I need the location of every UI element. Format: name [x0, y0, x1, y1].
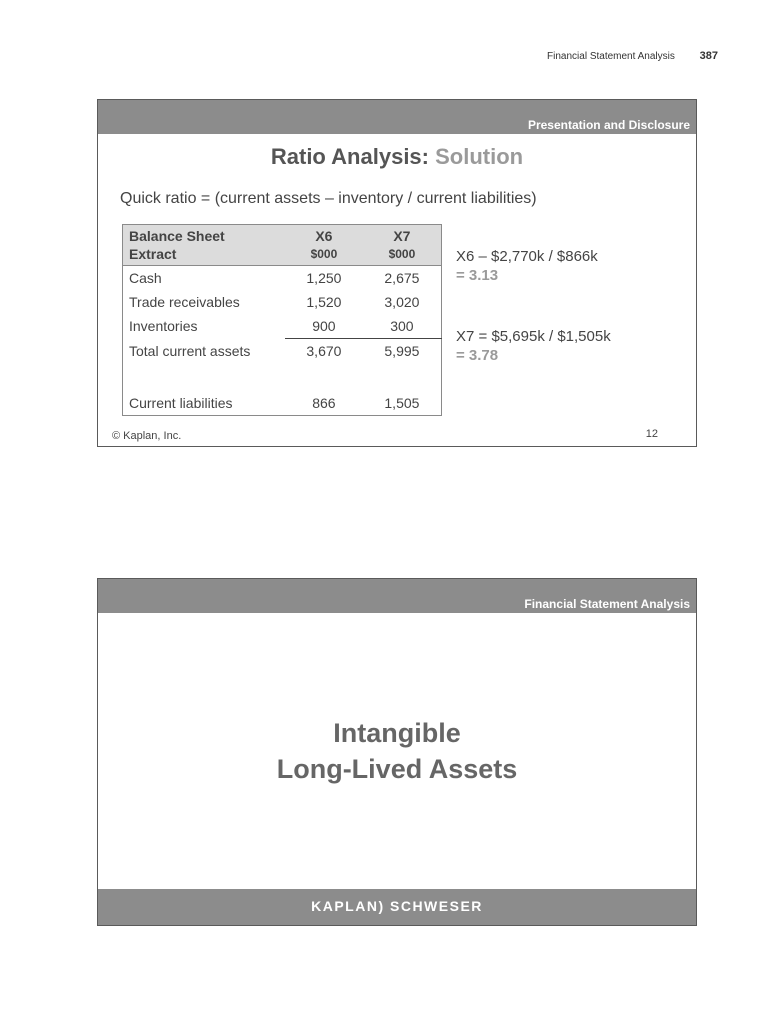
section-title: Financial Statement Analysis [524, 597, 690, 611]
row-value-x7: 2,675 [384, 270, 420, 286]
calc-x7 [456, 327, 611, 365]
row-value-x7: 3,020 [384, 294, 420, 310]
row-value-x6: 3,670 [306, 343, 342, 359]
calc-x7-result: = 3.78 [456, 347, 499, 364]
column-unit: $000 [310, 247, 338, 261]
quick-ratio-formula: Quick ratio = (current assets – inventory / current liabilities) [120, 190, 537, 207]
row-value-x7: 1,505 [384, 395, 420, 411]
row-value-x6: 1,520 [306, 294, 342, 310]
table-row [123, 339, 442, 364]
table-row [123, 391, 442, 416]
table-row [123, 266, 442, 291]
slide-title [98, 144, 696, 170]
row-value-x6: 900 [285, 314, 363, 339]
row-value-x6: 1,250 [306, 270, 342, 286]
column-year: X6 [315, 228, 333, 244]
row-label: Trade receivables [129, 294, 240, 310]
page-header [547, 50, 718, 62]
calc-x6-result: = 3.13 [456, 267, 499, 284]
table-header-row [123, 225, 442, 266]
slide-title-highlight: Solution [435, 144, 524, 169]
column-unit: $000 [388, 247, 416, 261]
slide-header-bar [98, 579, 696, 613]
table-spacer-row [123, 363, 442, 391]
table-header-label [123, 225, 286, 266]
slide-intangible-assets [97, 578, 697, 926]
slide-ratio-analysis [97, 99, 697, 447]
slide-header-bar [98, 100, 696, 134]
row-label: Current liabilities [129, 395, 233, 411]
row-value-x7: 300 [363, 314, 442, 339]
slide-title-line1: Intangible [333, 718, 461, 748]
balance-sheet-table [122, 224, 442, 416]
header-label-line2: Extract [129, 246, 177, 262]
column-header-x7 [363, 225, 442, 266]
slide-title-main: Ratio Analysis: [270, 144, 429, 169]
row-label: Total current assets [129, 342, 251, 359]
section-title: Presentation and Disclosure [527, 118, 690, 132]
kaplan-schweser-logo: KAPLAN) SCHWESER [311, 898, 483, 914]
table-row [123, 314, 442, 339]
table-row [123, 290, 442, 314]
slide-title-line2: Long-Lived Assets [276, 754, 518, 784]
row-value-x6: 866 [312, 395, 336, 411]
calc-x7-expression: X7 = $5,695k / $1,505k [456, 328, 611, 345]
header-label-line1: Balance Sheet [129, 228, 225, 244]
page-number: 387 [699, 50, 718, 62]
copyright: © Kaplan, Inc. [112, 430, 182, 442]
page-header-title: Financial Statement Analysis [547, 51, 675, 62]
row-label: Cash [129, 270, 162, 286]
brand-footer-bar [98, 889, 696, 925]
slide-number: 12 [645, 428, 658, 440]
slide-title [98, 715, 696, 787]
calc-x6-expression: X6 – $2,770k / $866k [456, 248, 598, 265]
row-value-x7: 5,995 [384, 343, 420, 359]
column-year: X7 [393, 228, 411, 244]
row-label: Inventories [129, 318, 198, 335]
calc-x6 [456, 247, 598, 285]
column-header-x6 [285, 225, 363, 266]
